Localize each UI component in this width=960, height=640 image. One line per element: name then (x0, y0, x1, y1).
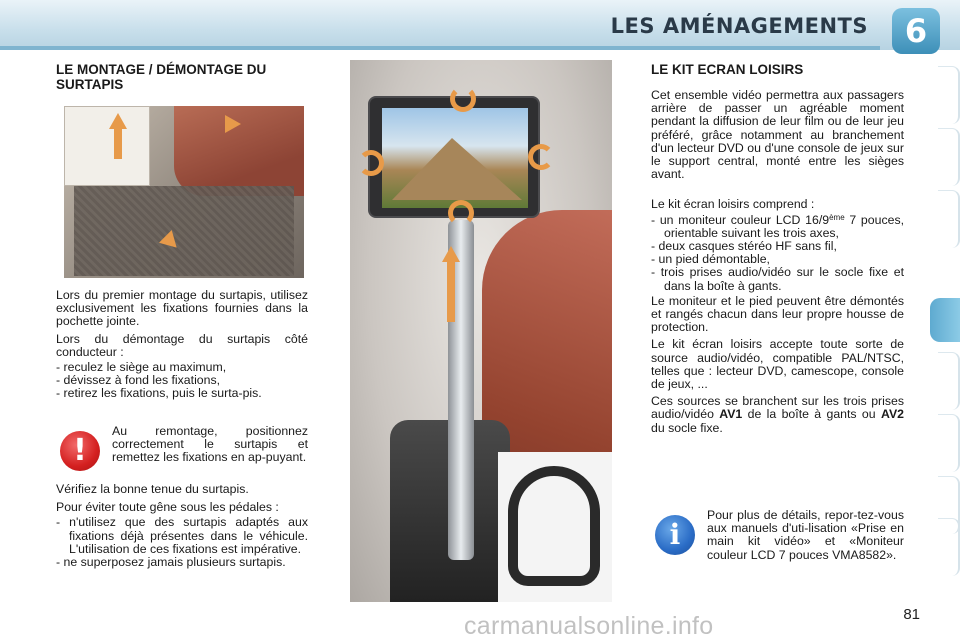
left-body-text-2 (56, 483, 308, 569)
paragraph: Le moniteur et le pied peuvent être démontés et rangés chacun dans leur propre housse de protection. (651, 293, 904, 335)
chapter-number-badge: 6 (892, 8, 940, 54)
side-tab[interactable] (938, 518, 960, 576)
left-column (56, 62, 308, 92)
left-body-text (56, 289, 308, 401)
page-number: 81 (903, 606, 920, 623)
warning-exclamation-icon: ! (60, 431, 100, 471)
side-tab[interactable] (938, 414, 960, 472)
header-underline (0, 46, 880, 50)
list-item: - un pied démontable, (651, 252, 770, 267)
side-tab[interactable] (938, 190, 960, 248)
headphones-icon (508, 466, 600, 586)
carpet-mount-photo (64, 106, 304, 278)
paragraph-av-sources: Ces sources se branchent sur les trois prises audio/vidéo AV1 de la boîte à gants ou AV2 du socle fixe. (651, 394, 904, 435)
list-item: - n'utilisez que des surtapis adaptés aux fixations déjà présentes dans le véhicule. L'utilisation de ces fixations est impérative. (56, 515, 308, 556)
list-item: - reculez le siège au maximum, (56, 360, 227, 375)
info-i-icon: i (655, 515, 695, 555)
floor-mat-shape (74, 186, 294, 276)
arrow-right-icon (225, 115, 241, 133)
monitor-screen (382, 108, 528, 208)
arrow-stem (447, 262, 455, 322)
paragraph: Vérifiez la bonne tenue du surtapis. (56, 482, 249, 496)
chapter-title: LES AMÉNAGEMENTS (610, 14, 868, 38)
side-tab[interactable] (938, 128, 960, 186)
rotate-arrow-icon (448, 200, 474, 226)
paragraph: Cet ensemble vidéo permettra aux passagers arrière de passer un agréable moment pendant la diffusion de leur film ou de leur jeu préféré, grâce notamment au branchement d'un lecteur DVD ou d'une console de jeux sur le support central, monté entre les sièges avant. (651, 88, 904, 182)
paragraph: Pour éviter toute gêne sous les pédales : (56, 500, 279, 515)
rotate-arrow-icon (358, 150, 384, 176)
side-tab-active[interactable] (930, 298, 960, 342)
arrow-up-icon (442, 246, 460, 262)
list-item: - ne superposez jamais plusieurs surtapis. (56, 555, 286, 570)
paragraph: Lors du premier montage du surtapis, utilisez exclusivement les fixations fournies dans la pochette jointe. (56, 288, 308, 329)
right-column (651, 62, 904, 439)
rotate-arrow-icon (450, 86, 476, 112)
list-item: - dévissez à fond les fixations, (56, 373, 221, 388)
warning-note (56, 424, 308, 468)
entertainment-kit-photo (350, 60, 612, 602)
side-tab[interactable] (938, 66, 960, 124)
watermark: carmanualsonline.info (464, 612, 714, 640)
list-item-monitor: - un moniteur couleur LCD 16/9ème 7 pouces, orientable suivant les trois axes, (651, 212, 905, 240)
rotate-arrow-icon (528, 144, 554, 170)
section-title-kit-ecran: LE KIT ECRAN LOISIRS (651, 62, 804, 77)
list-item: - deux casques stéréo HF sans fil, (651, 239, 837, 254)
lcd-monitor-shape (368, 96, 540, 218)
warning-text: Au remontage, positionnez correctement le surtapis et remettez les fixations en ap-puyant. (112, 424, 308, 465)
list-item: - retirez les fixations, puis le surta-pis. (56, 386, 262, 401)
chapter-side-tabs (934, 66, 960, 576)
info-note (651, 509, 904, 562)
side-tab[interactable] (938, 352, 960, 410)
info-text: Pour plus de détails, repor-tez-vous aux manuels d'uti-lisation «Prise en main kit vidéo» et «Moniteur couleur LCD 7 pouces VMA8582». (707, 508, 904, 562)
paragraph: Le kit écran loisirs accepte toute sorte de source audio/vidéo, compatible PAL/NTSC, telles que : lecteur DVD, camescope, console de jeux, ... (651, 337, 904, 392)
paragraph: Le kit écran loisirs comprend : (651, 197, 815, 212)
list-item: - trois prises audio/vidéo sur le socle fixe et dans la boîte à gants. (651, 265, 904, 293)
arrow-up-icon (109, 113, 127, 129)
headphones-inset (498, 452, 612, 602)
paragraph: Lors du démontage du surtapis côté conducteur : (56, 331, 308, 359)
mountain-landscape (392, 138, 522, 200)
right-body-text (651, 89, 904, 435)
fixing-detail-inset (64, 106, 150, 186)
section-title-surtapis: LE MONTAGE / DÉMONTAGE DU SURTAPIS (56, 62, 267, 92)
arrow-stem (114, 129, 122, 159)
